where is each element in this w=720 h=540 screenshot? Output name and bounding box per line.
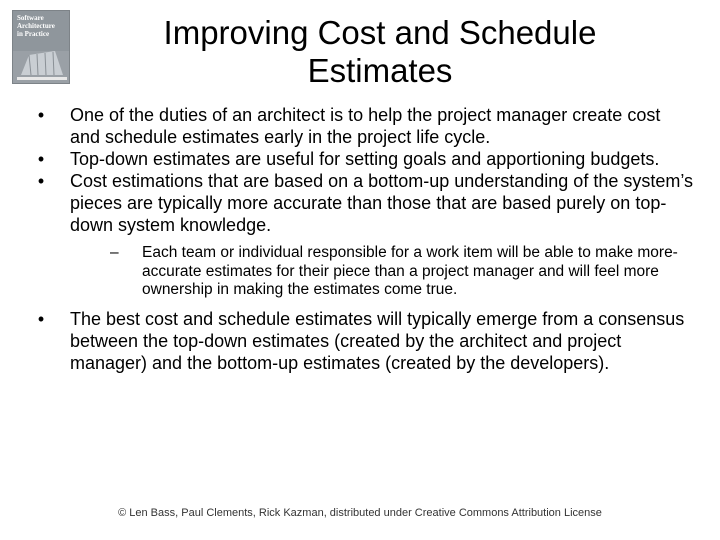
book-cover-title-line3: in Practice (17, 30, 50, 38)
bullet-item (30, 170, 695, 300)
bullet-dot-icon: • (37, 149, 45, 169)
list-spacer (30, 300, 695, 308)
bullet-item (30, 104, 695, 148)
sub-bullet-text: Each team or individual responsible for a work item will be able to make more-accurate estimates for their piece than a project manager and will feel more ownership in making the estimates come true. (142, 244, 678, 298)
bullet-dot-icon: • (37, 171, 45, 191)
book-cover-title-line1: Software (17, 14, 44, 22)
bullet-list (30, 104, 695, 374)
bullet-dot-icon: • (37, 308, 45, 329)
book-cover-image (12, 10, 70, 84)
dash-icon: – (110, 244, 119, 261)
title-line-1: Improving Cost and Schedule (163, 14, 597, 51)
bullet-text: The best cost and schedule estimates will typically emerge from a consensus between the top-down estimates (created by the architect and project manager) and the bottom-up estimates (created by the developers). (70, 308, 685, 373)
copyright-footer: © Len Bass, Paul Clements, Rick Kazman, distributed under Creative Commons Attribution License (118, 507, 602, 519)
bullet-item (30, 148, 695, 170)
bullet-text: One of the duties of an architect is to help the project manager create cost and schedule estimates early in the project life cycle. (70, 105, 661, 147)
bullet-dot-icon: • (37, 105, 45, 125)
title-line-2: Estimates (307, 52, 453, 89)
book-cover-stripe (17, 77, 67, 80)
bullet-text: Cost estimations that are based on a bottom-up understanding of the system’s pieces are typically more accurate than those that are based purely on top-down system knowledge. (70, 171, 694, 235)
book-cover-title-line2: Architecture (17, 22, 55, 30)
bullet-text: Top-down estimates are useful for setting goals and apportioning budgets. (70, 149, 660, 169)
building-illustration-icon (21, 49, 63, 75)
page-title (120, 14, 640, 90)
sub-bullet-item (70, 244, 695, 300)
bullet-item (30, 308, 695, 374)
